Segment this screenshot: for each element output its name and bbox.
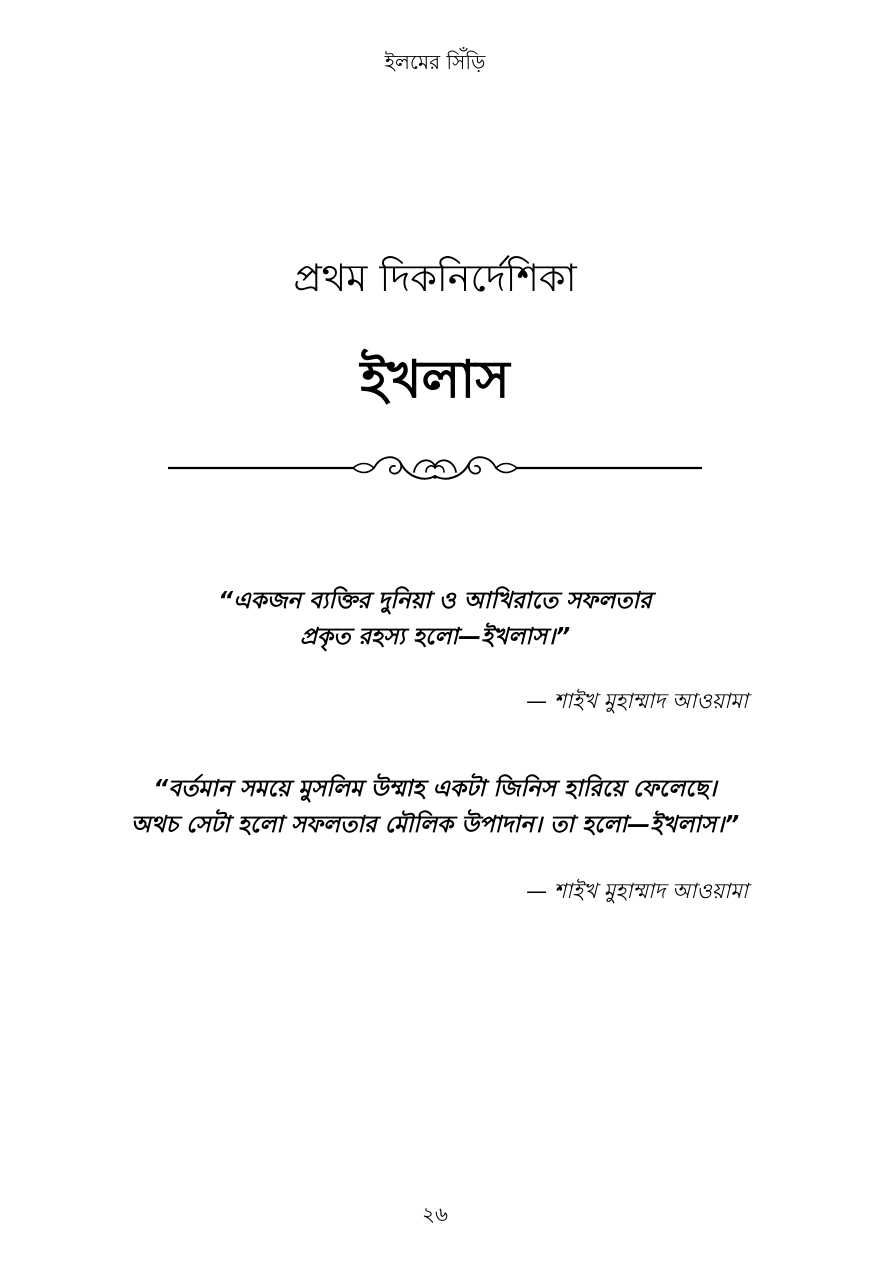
quote-block [0,583,870,655]
chapter-title: ইখলাস [360,350,510,410]
flourish-divider-icon [168,446,702,490]
quote-line: অথচ সেটা হলো সফলতার মৌলিক উপাদান। তা হলো—ইখলাস।” [130,812,740,838]
running-header: ইলমের সিঁড়ি [384,50,486,74]
quote-line: “বর্তমান সময়ে মুসলিম উম্মাহ একটা জিনিস হারিয়ে ফেলেছে। [153,776,717,802]
quote-line: “একজন ব্যক্তির দুনিয়া ও আখিরাতে সফলতার [218,588,652,614]
quote-attribution: — শাইখ মুহাম্মাদ আওয়ামা [526,879,748,903]
quote-line: প্রকৃত রহস্য হলো—ইখলাস।” [299,624,571,650]
quote-block [0,771,870,843]
chapter-subtitle: প্রথম দিকনির্দেশিকা [293,256,577,300]
quote-attribution: — শাইখ মুহাম্মাদ আওয়ামা [526,689,748,713]
page-number: ২৬ [421,1202,448,1226]
